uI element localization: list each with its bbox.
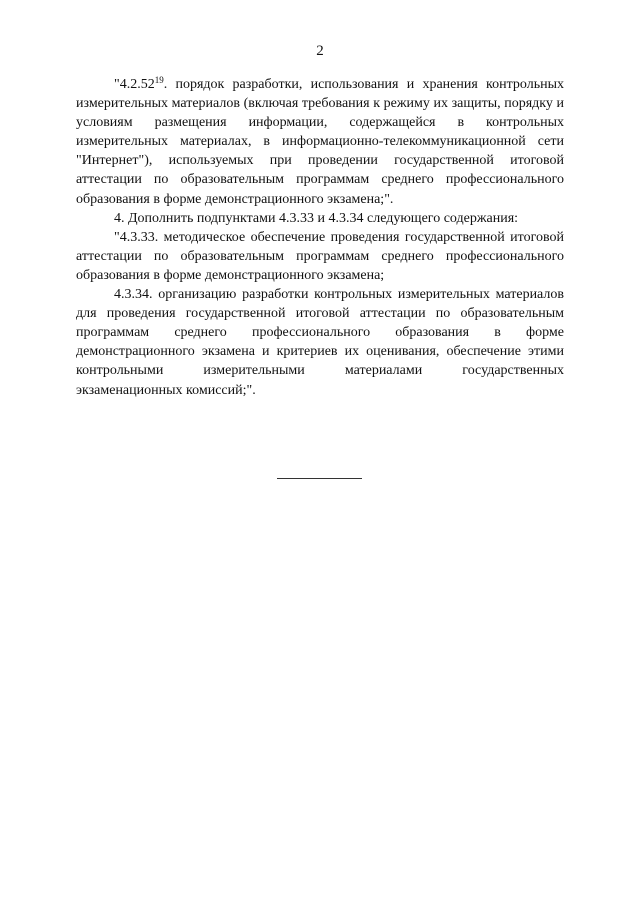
clause-text: . порядок разработки, использования и хранения контрольных измерительных материалов (включая требования к режиму их защиты, порядку и условиям размещения информации, содержащейся в контрольных измерительных материалах, в информационно-телекоммуникационной сети "Интернет"), используемых при проведении государственной итоговой аттестации по образовательным программам среднего профессионального образования в форме демонстрационного экзамена;".	[76, 77, 564, 207]
clause-superscript: 19	[154, 75, 164, 85]
clause-number: "4.2.52	[114, 77, 155, 92]
document-body	[76, 75, 564, 400]
paragraph-item-4: 4. Дополнить подпунктами 4.3.33 и 4.3.34 следующего содержания:	[114, 210, 519, 226]
closing-rule	[277, 478, 362, 479]
paragraph-4-3-33: "4.3.33. методическое обеспечение проведения государственной итоговой аттестации по образовательным программам среднего профессионального образования в форме демонстрационного экзамена;	[76, 229, 564, 283]
paragraph-4-3-34: 4.3.34. организацию разработки контрольных измерительных материалов для проведения государственной итоговой аттестации по образовательным программам среднего профессионального образования в форме демонстрационного экзамена и критериев их оценивания, обеспечение этими контрольными измерительными материалами государственных экзаменационных комиссий;".	[76, 287, 564, 398]
page-number: 2	[316, 43, 324, 59]
paragraph-4-2-52-19	[76, 75, 564, 209]
